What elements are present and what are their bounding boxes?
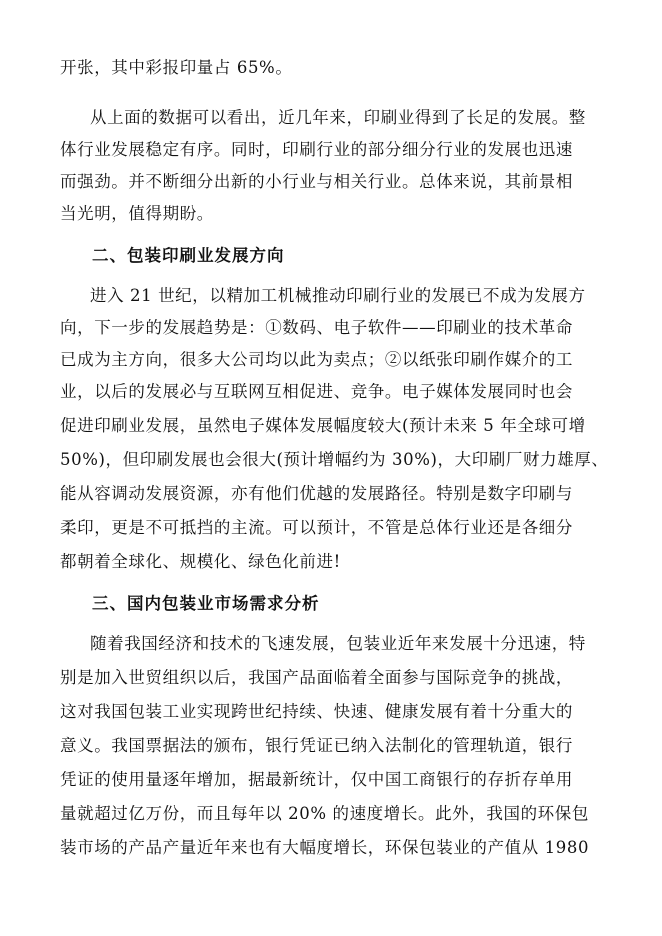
text-line-11: 促进印刷业发展，虽然电子媒体发展幅度较大(预计未来 5 年全球可增 (60, 416, 586, 435)
text-line-22: 量就超过亿万份，而且每年以 20% 的速度增长。此外，我国的环保包 (60, 804, 589, 823)
text-line-2: 从上面的数据可以看出，近几年来，印刷业得到了长足的发展。整 (90, 108, 586, 127)
text-line-18: 别是加入世贸组织以后，我国产品面临着全面参与国际竞争的挑战， (60, 668, 573, 687)
text-line-12: 50%)，但印刷发展也会很大(预计增幅约为 30%)，大印刷厂财力雄厚、 (60, 450, 609, 469)
text-line-14: 柔印，更是不可抵挡的主流。可以预计，不管是总体行业还是各细分 (60, 518, 573, 537)
text-line-8: 向，下一步的发展趋势是：①数码、电子软件——印刷业的技术革命 (60, 318, 573, 337)
text-line-10: 业，以后的发展必与互联网互相促进、竞争。电子媒体发展同时也会 (60, 382, 573, 401)
text-line-7: 进入 21 世纪，以精加工机械推动印刷行业的发展已不成为发展方 (90, 286, 586, 305)
text-line-1: 开张，其中彩报印量占 65%。 (60, 58, 293, 77)
text-line-5: 当光明，值得期盼。 (60, 204, 214, 223)
section-heading-3: 三、国内包装业市场需求分析 (92, 594, 320, 613)
text-line-21: 凭证的使用量逐年增加，据最新统计，仅中国工商银行的存折存单用 (60, 770, 573, 789)
text-line-19: 这对我国包装工业实现跨世纪持续、快速、健康发展有着十分重大的 (60, 702, 573, 721)
section-heading-2: 二、包装印刷业发展方向 (92, 246, 285, 265)
text-line-13: 能从容调动发展资源，亦有他们优越的发展路径。特别是数字印刷与 (60, 484, 573, 503)
text-line-9: 已成为主方向，很多大公司均以此为卖点；②以纸张印刷作媒介的工 (60, 350, 573, 369)
text-line-20: 意义。我国票据法的颁布，银行凭证已纳入法制化的管理轨道，银行 (60, 736, 573, 755)
text-line-3: 体行业发展稳定有序。同时，印刷行业的部分细分行业的发展也迅速 (60, 140, 573, 159)
text-line-15: 都朝着全球化、规模化、绿色化前进! (60, 552, 341, 571)
text-line-4: 而强劲。并不断细分出新的小行业与相关行业。总体来说，其前景相 (60, 172, 573, 191)
text-line-23: 装市场的产品产量近年来也有大幅度增长，环保包装业的产值从 1980 (60, 838, 590, 857)
text-line-17: 随着我国经济和技术的飞速发展，包装业近年来发展十分迅速，特 (90, 634, 586, 653)
